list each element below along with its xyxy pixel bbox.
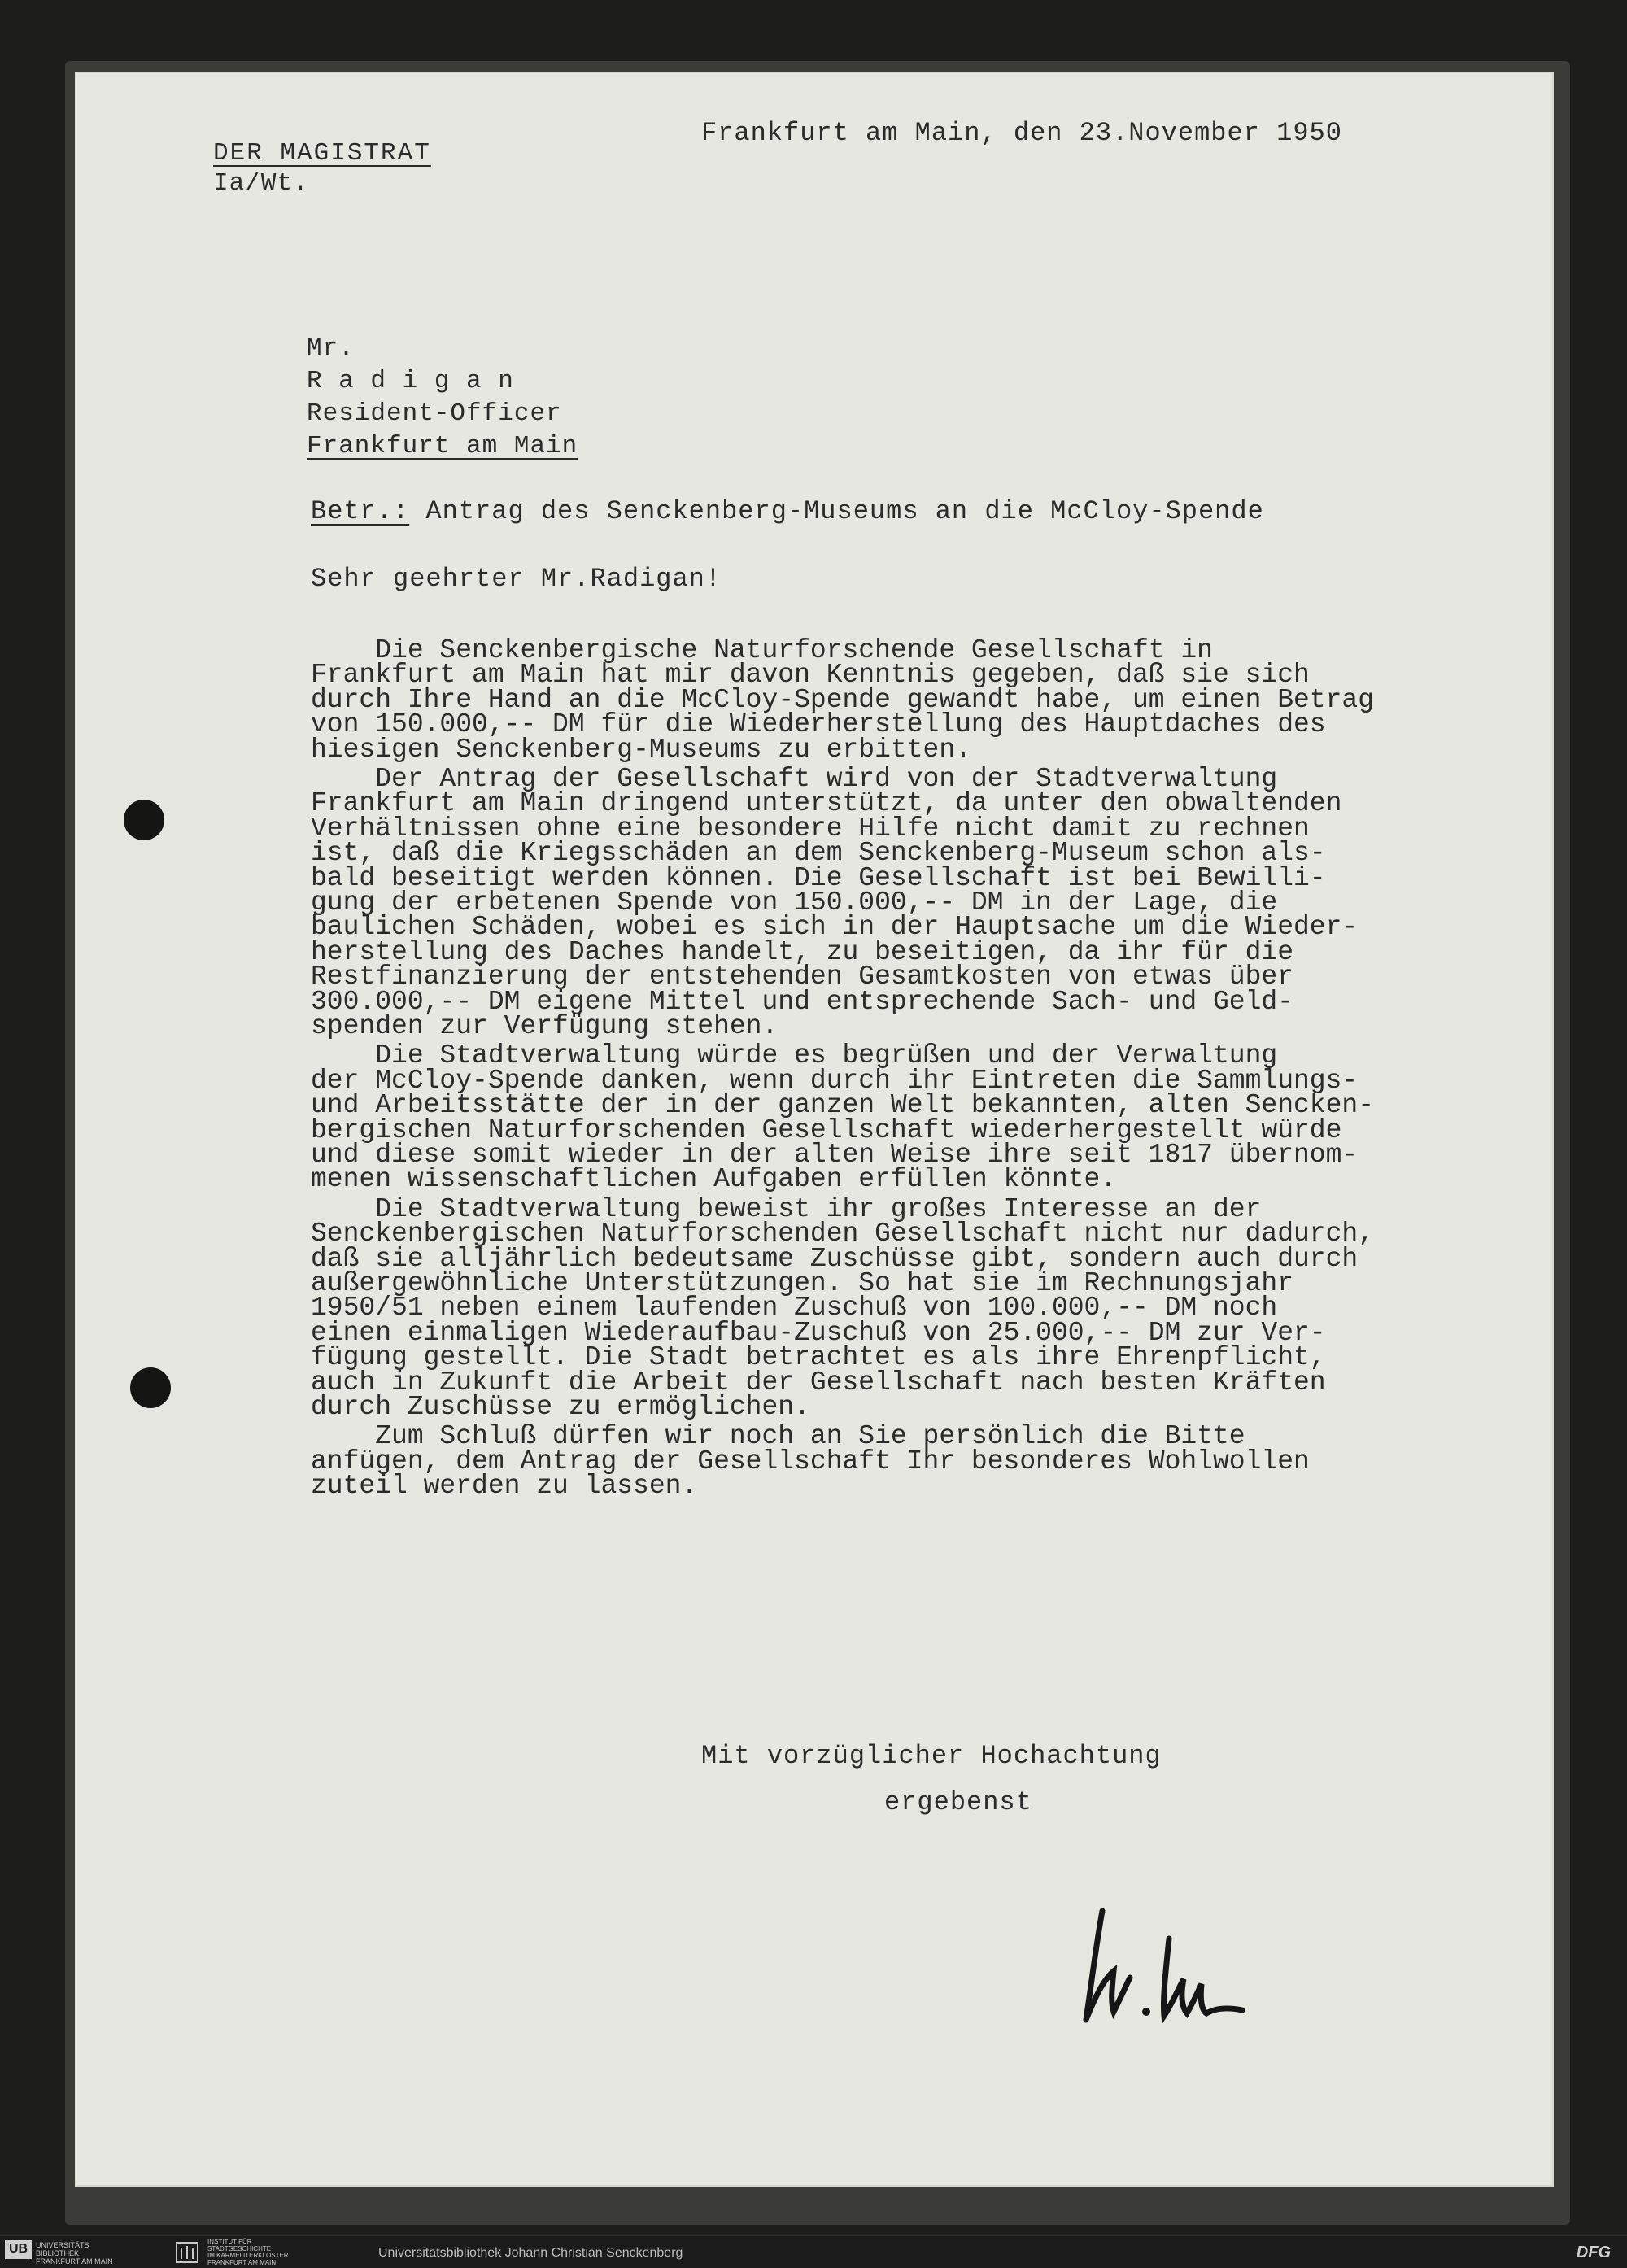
body-line: baulichen Schäden, wobei es sich in der Hauptsache um die Wieder-: [311, 912, 1359, 943]
body-line: Frankfurt am Main dringend unterstützt, da unter den obwaltenden: [311, 788, 1342, 819]
place-date: Frankfurt am Main, den 23.November 1950: [701, 118, 1342, 148]
recipient-city: Frankfurt am Main: [307, 432, 578, 460]
reference-code: Ia/Wt.: [213, 169, 309, 198]
body-line: daß sie alljährlich bedeutsame Zuschüsse gibt, sondern auch durch: [311, 1243, 1359, 1274]
body-line: durch Ihre Hand an die McCloy-Spende gewandt habe, um einen Betrag: [311, 684, 1375, 715]
ub-logo: UB: [5, 2240, 32, 2259]
institute-logo-icon: [175, 2241, 199, 2264]
body-line: Frankfurt am Main hat mir davon Kenntnis gegeben, daß sie sich: [311, 660, 1310, 691]
body-line: Der Antrag der Gesellschaft wird von der Stadtverwaltung: [311, 764, 1278, 794]
body-line: der McCloy-Spende danken, wenn durch ihr Eintreten die Sammlungs-: [311, 1065, 1359, 1096]
ub-label: UNIVERSITÄTS BIBLIOTHEK FRANKFURT AM MAIN: [36, 2241, 113, 2266]
body-line: gung der erbetenen Spende von 150.000,-- DM in der Lage, die: [311, 888, 1278, 918]
recipient-title: Mr.: [307, 334, 355, 363]
subject-label: Betr.:: [311, 496, 410, 526]
body-line: Restfinanzierung der entstehenden Gesamtkosten von etwas über: [311, 962, 1293, 992]
body-line: Die Senckenbergische Naturforschende Gesellschaft in: [311, 635, 1213, 665]
body-line: Zum Schluß dürfen wir noch an Sie persönlich die Bitte: [311, 1421, 1245, 1452]
body-line: bald beseitigt werden können. Die Gesellschaft ist bei Bewilli-: [311, 862, 1326, 893]
body-line: außergewöhnliche Unterstützungen. So hat sie im Rechnungsjahr: [311, 1268, 1293, 1298]
institute-label: INSTITUT FÜR STADTGESCHICHTE IM KARMELITERKLOSTER FRANKFURT AM MAIN: [207, 2238, 289, 2266]
body-line: durch Zuschüsse zu ermöglichen.: [311, 1392, 810, 1422]
subject-line: [311, 496, 1264, 526]
body-line: Die Stadtverwaltung würde es begrüßen und der Verwaltung: [311, 1040, 1278, 1071]
greeting: Sehr geehrter Mr.Radigan!: [311, 564, 722, 594]
letter-page: [75, 72, 1554, 2187]
body-line: bergischen Naturforschenden Gesellschaft wiederhergestellt würde: [311, 1114, 1342, 1145]
handwritten-signature: [1071, 1906, 1267, 2036]
footer-bar: [0, 2235, 1627, 2268]
body-line: und Arbeitsstätte der in der ganzen Welt bekannten, alten Sencken-: [311, 1090, 1375, 1121]
sender-heading: DER MAGISTRAT: [213, 139, 431, 168]
body-line: 300.000,-- DM eigene Mittel und entsprechende Sach- und Geld-: [311, 986, 1293, 1017]
footer-credit: Universitätsbibliothek Johann Christian Senckenberg: [378, 2246, 683, 2260]
body-line: von 150.000,-- DM für die Wiederherstellung des Hauptdaches des: [311, 709, 1326, 740]
body-line: anfügen, dem Antrag der Gesellschaft Ihr besonderes Wohlwollen: [311, 1446, 1310, 1476]
body-line: spenden zur Verfügung stehen.: [311, 1011, 779, 1041]
subject-text: Antrag des Senckenberg-Museums an die McCloy-Spende: [409, 496, 1264, 526]
body-line: Verhältnissen ohne eine besondere Hilfe nicht damit zu rechnen: [311, 813, 1310, 844]
recipient-role: Resident-Officer: [307, 399, 562, 428]
punch-hole-bottom: [130, 1367, 171, 1408]
closing-phrase: Mit vorzüglicher Hochachtung: [701, 1741, 1162, 1771]
body-line: auch in Zukunft die Arbeit der Gesellschaft nach besten Kräften: [311, 1367, 1326, 1398]
body-line: 1950/51 neben einem laufenden Zuschuß von 100.000,-- DM noch: [311, 1293, 1278, 1324]
body-line: einen einmaligen Wiederaufbau-Zuschuß von 25.000,-- DM zur Ver-: [311, 1317, 1326, 1348]
body-line: fügung gestellt. Die Stadt betrachtet es als ihre Ehrenpflicht,: [311, 1342, 1326, 1373]
body-line: herstellung des Daches handelt, zu beseitigen, da ihr für die: [311, 936, 1293, 967]
body-line: zuteil werden zu lassen.: [311, 1471, 698, 1502]
body-line: hiesigen Senckenberg-Museums zu erbitten.: [311, 734, 971, 765]
body-line: Die Stadtverwaltung beweist ihr großes Interesse an der: [311, 1193, 1262, 1224]
punch-hole-top: [124, 800, 164, 840]
dfg-logo: DFG: [1576, 2244, 1611, 2261]
body-line: Senckenbergischen Naturforschenden Gesellschaft nicht nur dadurch,: [311, 1219, 1375, 1250]
body-line: und diese somit wieder in der alten Weise ihre seit 1817 übernom-: [311, 1140, 1359, 1170]
recipient-name: R a d i g a n: [307, 367, 514, 395]
body-line: ist, daß die Kriegsschäden an dem Senckenberg-Museum schon als-: [311, 838, 1326, 869]
closing-ergebenst: ergebenst: [884, 1787, 1032, 1817]
body-line: menen wissenschaftlichen Aufgaben erfüllen könnte.: [311, 1164, 1117, 1195]
